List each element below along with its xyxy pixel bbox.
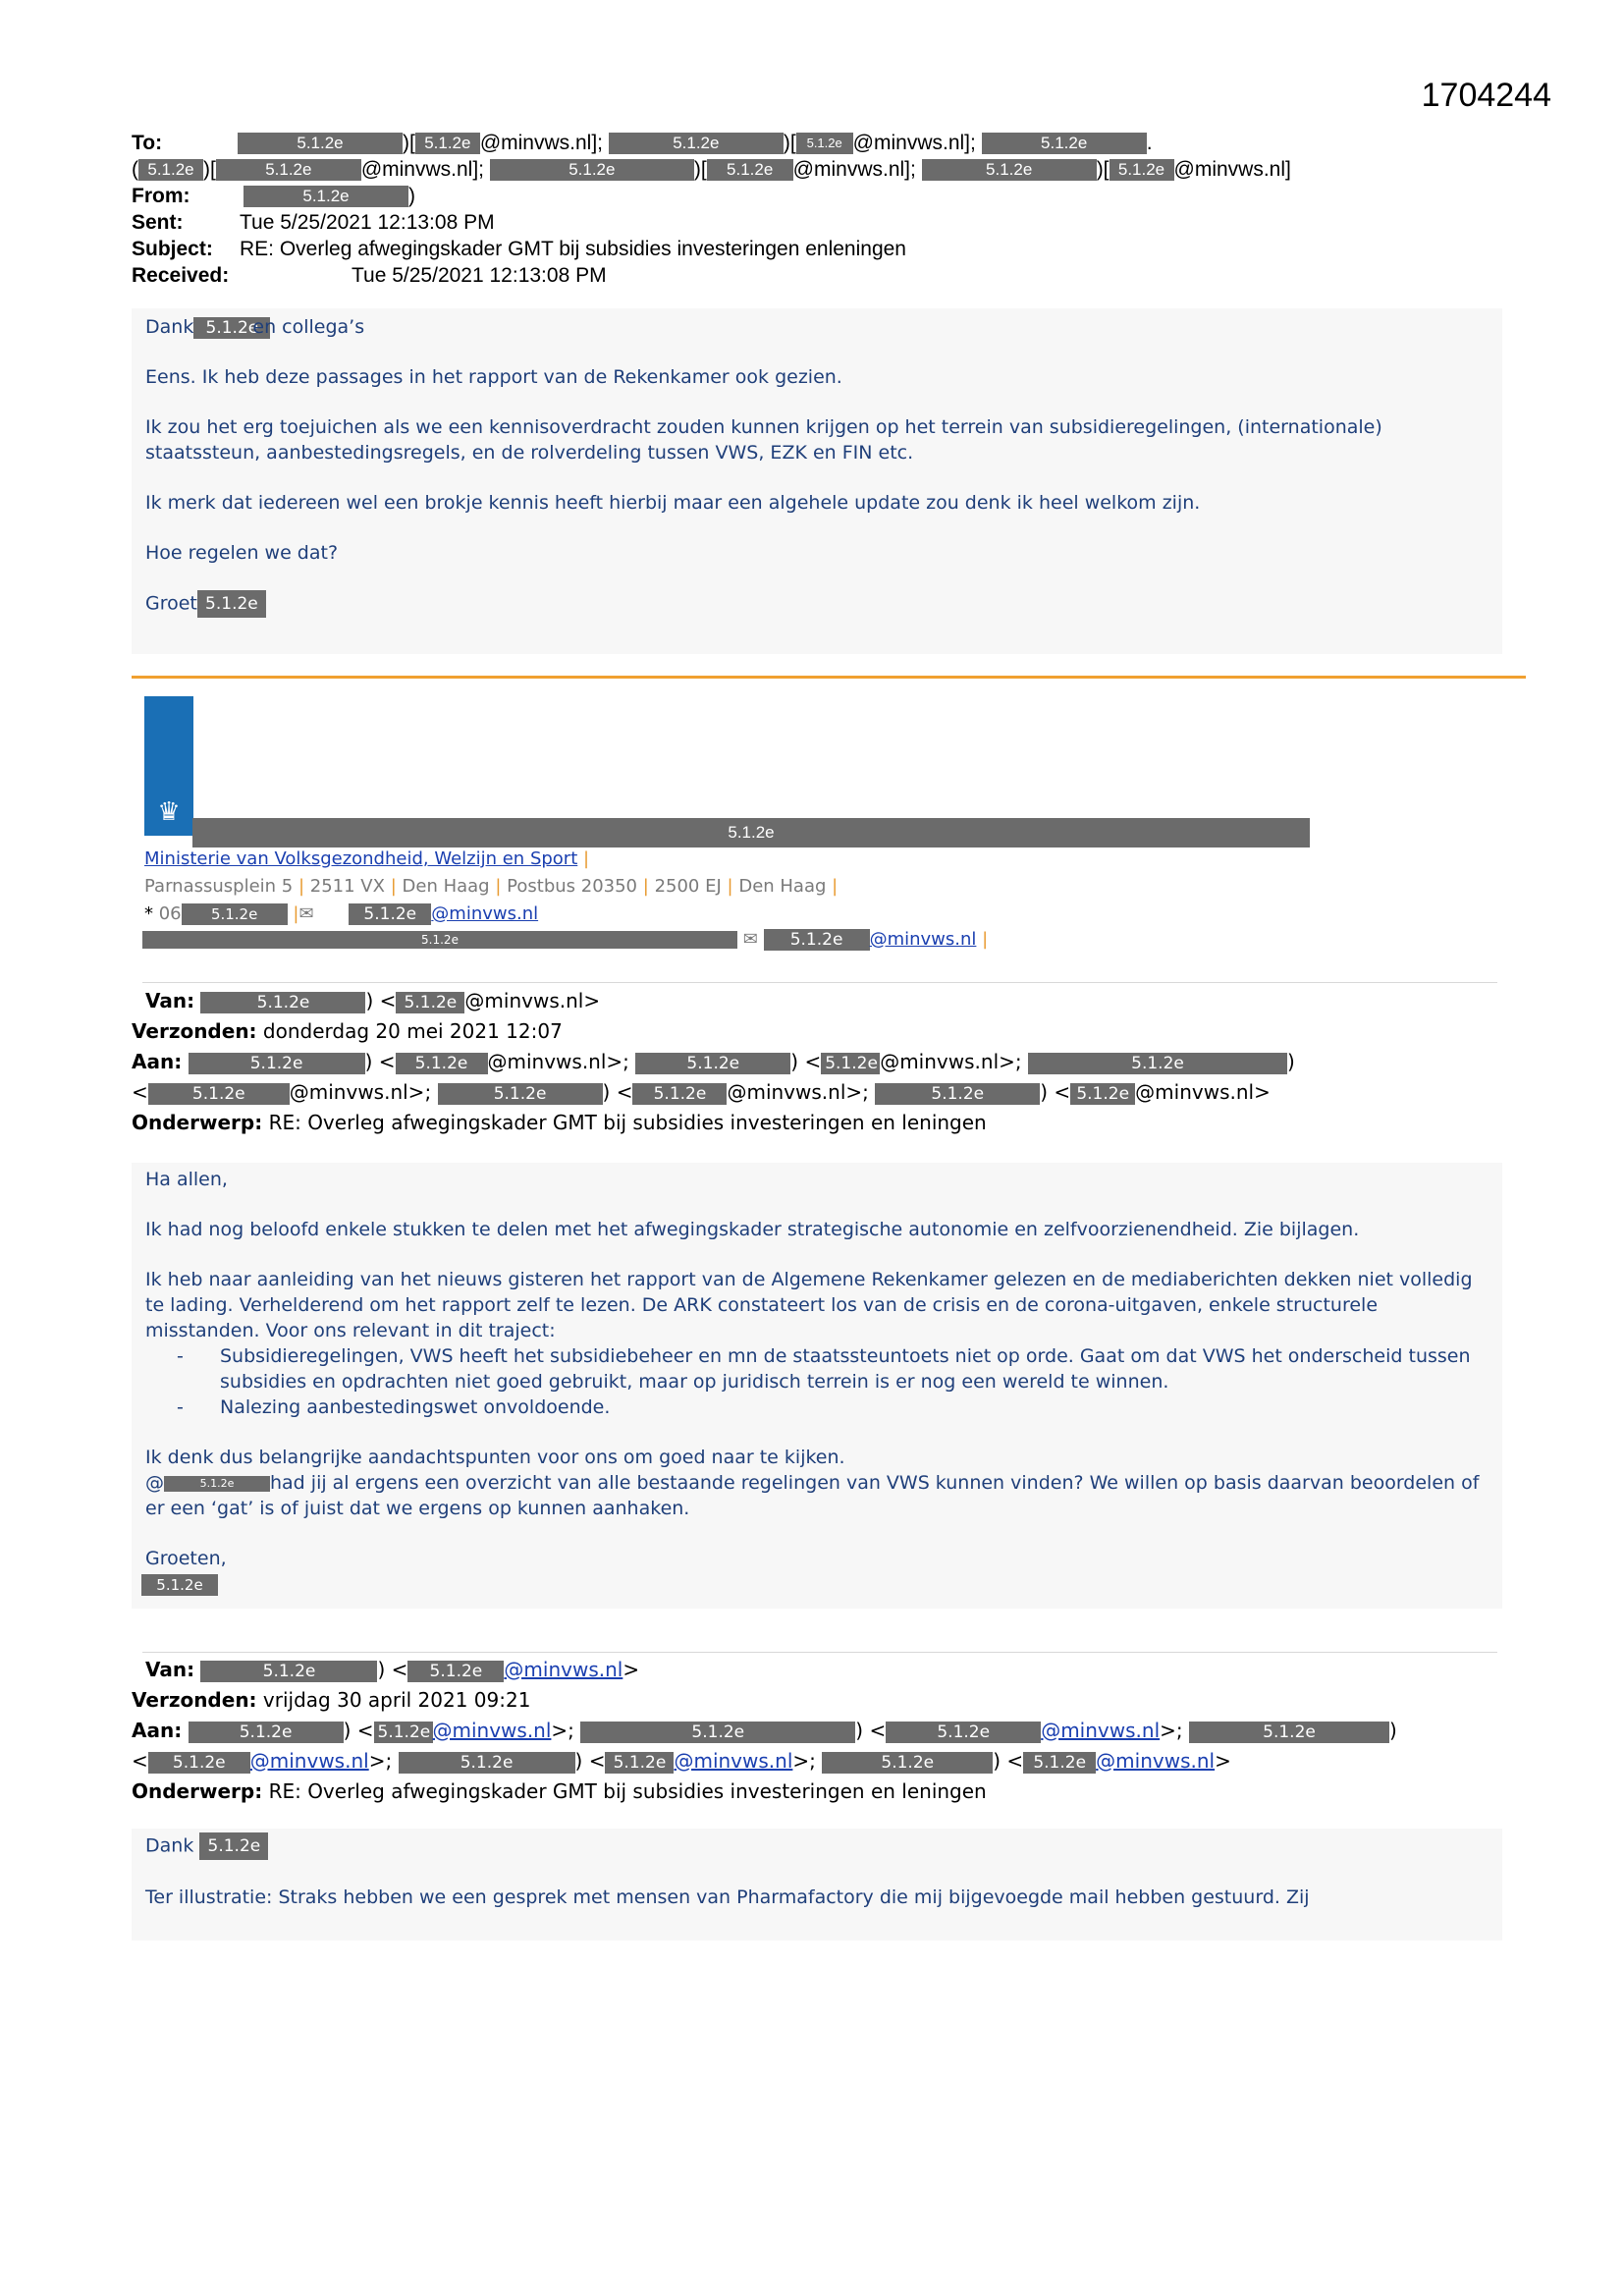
redaction: 5.1.2e	[707, 159, 793, 181]
from-row: From: 5.1.2e )	[132, 185, 415, 207]
onderwerp-label: Onderwerp:	[132, 1779, 263, 1803]
onderwerp-label: Onderwerp:	[132, 1111, 263, 1134]
email-domain: @minvws.nl];	[852, 132, 976, 154]
redaction: 5.1.2e	[182, 903, 288, 925]
redaction: 5.1.2e	[632, 1083, 727, 1105]
email-domain: @minvws.nl];	[792, 158, 916, 181]
email-link[interactable]: @minvws.nl	[1096, 1749, 1216, 1773]
email1-header	[132, 130, 1502, 289]
redaction: 5.1.2e	[821, 1053, 880, 1074]
paragraph: Ik had nog beloofd enkele stukken te delen met het afwegingskader strategische autonomie en zelfvoorzienendheid. Zie bijlagen.	[145, 1219, 1360, 1240]
redaction: 5.1.2e	[1028, 1053, 1287, 1074]
aan-row-2: < 5.1.2e @minvws.nl>; 5.1.2e ) < 5.1.2e @minvws.nl>; 5.1.2e ) < 5.1.2e @minvws.nl>	[132, 1080, 1271, 1104]
mail-icon: ✉	[742, 929, 758, 950]
email-link[interactable]: @minvws.nl	[1041, 1719, 1161, 1742]
signature-address: Parnassusplein 5 | 2511 VX | Den Haag | Postbus 20350 | 2500 EJ | Den Haag |	[144, 876, 839, 897]
email-domain: @minvws.nl]	[1173, 158, 1291, 181]
greeting-rest: en collega’s	[252, 316, 365, 338]
subject-value: RE: Overleg afwegingskader GMT bij subsidies investeringen enleningen	[240, 238, 906, 260]
email-domain: @minvws.nl>	[464, 989, 601, 1012]
address-part: 2511 VX	[309, 876, 385, 897]
redaction: 5.1.2e	[349, 903, 431, 925]
paragraph: had jij al ergens een overzicht van alle bestaande regelingen van VWS kunnen vinden? We willen op basis daarvan beoordelen of er een ‘gat’ is of juist dat we ergens op kunnen aanhaken.	[145, 1472, 1480, 1519]
signoff: Groeten,	[145, 1548, 227, 1569]
greeting: Dank	[145, 316, 194, 338]
redaction: 5.1.2e	[200, 992, 365, 1013]
redaction: 5.1.2e	[164, 1476, 270, 1492]
redaction: 5.1.2e	[197, 590, 266, 618]
sent-row	[132, 209, 1502, 236]
email-link[interactable]: @minvws.nl	[869, 929, 977, 950]
paragraph: Ik heb naar aanleiding van het nieuws gisteren het rapport van de Algemene Rekenkamer gelezen en de mediaberichten dekken niet volledig te lading. Verhelderend om het rapport zelf te lezen. De ARK constateert los van de crisis en de corona-uitgaven, enkele structurele misstanden. Voor ons relevant in dit traject:	[145, 1269, 1473, 1341]
redaction: 5.1.2e	[796, 133, 853, 154]
redaction: 5.1.2e	[138, 159, 203, 181]
list-item: - Subsidieregelingen, VWS heeft het subsidiebeheer en mn de staatssteuntoets niet op orde. Gaat om dat VWS het onderscheid tussen subsidies en opdrachten niet goed gebruikt, maar op juridisch terrein is er nog een wereld te winnen.	[177, 1343, 1489, 1394]
redaction: 5.1.2e	[142, 931, 737, 949]
redaction: 5.1.2e	[1189, 1722, 1389, 1743]
email-domain: @minvws.nl];	[360, 158, 484, 181]
redaction: 5.1.2e	[189, 1722, 344, 1743]
onderwerp-value: RE: Overleg afwegingskader GMT bij subsidies investeringen en leningen	[268, 1779, 987, 1803]
greeting: Ha allen,	[145, 1169, 228, 1190]
signoff: Groet	[145, 592, 197, 615]
address-part: 2500 EJ	[654, 876, 722, 897]
subject-label: Subject:	[132, 238, 213, 260]
phone-prefix: 06	[158, 903, 182, 924]
to-row: To: 5.1.2e )[ 5.1.2e @minvws.nl]; 5.1.2e )[ 5.1.2e @minvws.nl]; 5.1.2e .	[132, 132, 1153, 154]
paragraph: Hoe regelen we dat?	[145, 542, 339, 564]
email-link[interactable]: @minvws.nl	[504, 1658, 623, 1681]
paragraph: Ik denk dus belangrijke aandachtspunten voor ons om goed naar te kijken.	[145, 1447, 845, 1468]
email-link[interactable]: @minvws.nl	[432, 1719, 552, 1742]
bullet-list	[177, 1343, 1489, 1420]
redaction: 5.1.2e	[982, 133, 1147, 154]
redaction: 5.1.2e	[192, 818, 1310, 847]
onderwerp-value: RE: Overleg afwegingskader GMT bij subsidies investeringen en leningen	[268, 1111, 987, 1134]
redaction: 5.1.2e	[609, 133, 784, 154]
redaction: 5.1.2e	[216, 159, 361, 181]
received-value: Tue 5/25/2021 12:13:08 PM	[352, 264, 607, 287]
divider	[142, 1652, 1497, 1653]
redaction: 5.1.2e	[1110, 159, 1174, 181]
email-domain: @minvws.nl];	[479, 132, 603, 154]
onderwerp-row	[132, 1108, 1502, 1138]
sent-value: Tue 5/25/2021 12:13:08 PM	[240, 211, 495, 234]
email-domain: @minvws.nl>;	[289, 1080, 432, 1104]
aan-label: Aan:	[132, 1719, 183, 1742]
redaction: 5.1.2e	[438, 1083, 603, 1105]
crest-icon: ♛	[157, 796, 181, 826]
redaction: 5.1.2e	[605, 1752, 674, 1774]
list-item: - Nalezing aanbestedingswet onvoldoende.	[177, 1394, 1489, 1420]
address-part: Den Haag	[738, 876, 827, 897]
redaction: 5.1.2e	[407, 1661, 504, 1682]
email-link[interactable]: @minvws.nl	[674, 1749, 793, 1773]
van-label: Van:	[145, 989, 195, 1012]
verzonden-value: vrijdag 30 april 2021 09:21	[262, 1688, 531, 1712]
redaction: 5.1.2e	[200, 1661, 377, 1682]
signature-contact-2: 5.1.2e ✉ 5.1.2e @minvws.nl |	[142, 929, 988, 951]
sent-label: Sent:	[132, 211, 184, 234]
redaction: 5.1.2e	[374, 1722, 433, 1743]
redaction: 5.1.2e	[875, 1083, 1040, 1105]
to-label: To:	[132, 132, 163, 154]
subject-row	[132, 236, 1502, 262]
separator-line	[132, 676, 1526, 679]
paragraph: Ik zou het erg toejuichen als we een kennisoverdracht zouden kunnen krijgen op het terrein van subsidieregelingen, (internationale) staatssteun, aanbestedingsregels, en de rolverdeling tussen VWS, EZK en FIN etc.	[145, 416, 1382, 464]
aan-row: Aan: 5.1.2e ) < 5.1.2e @minvws.nl>; 5.1.2e ) < 5.1.2e @minvws.nl>; 5.1.2e )	[132, 1719, 1397, 1742]
van-row: Van: 5.1.2e ) < 5.1.2e @minvws.nl>	[145, 989, 601, 1012]
email-link[interactable]: @minvws.nl	[431, 903, 539, 924]
redaction: 5.1.2e	[415, 133, 480, 154]
address-part: Parnassusplein 5	[144, 876, 294, 897]
to-row-2: ( 5.1.2e )[ 5.1.2e @minvws.nl]; 5.1.2e )[ 5.1.2e @minvws.nl]; 5.1.2e )[ 5.1.2e @minvws.nl]	[132, 158, 1291, 181]
redaction: 5.1.2e	[922, 159, 1097, 181]
verzonden-row	[132, 1016, 1502, 1047]
signature-contact: * 06 5.1.2e |✉ 5.1.2e @minvws.nl	[144, 903, 539, 924]
email1-body	[132, 308, 1502, 654]
email-domain: @minvws.nl>;	[880, 1050, 1022, 1073]
redaction: 5.1.2e	[635, 1053, 790, 1074]
redaction: 5.1.2e	[193, 317, 270, 339]
redaction: 5.1.2e	[396, 992, 464, 1013]
ministry-logo	[144, 696, 193, 836]
redaction: 5.1.2e	[399, 1752, 575, 1774]
paragraph: Ik merk dat iedereen wel een brokje kennis heeft hierbij maar een algehele update zou denk ik heel welkom zijn.	[145, 492, 1201, 514]
email-link[interactable]: @minvws.nl	[249, 1749, 369, 1773]
redaction: 5.1.2e	[238, 133, 403, 154]
redaction: 5.1.2e	[189, 1053, 365, 1074]
email2-header	[132, 986, 1502, 1138]
email2-body	[132, 1163, 1502, 1609]
redaction: 5.1.2e	[1070, 1083, 1135, 1105]
redaction: 5.1.2e	[764, 929, 870, 951]
verzonden-label: Verzonden:	[132, 1019, 257, 1043]
paragraph: Eens. Ik heb deze passages in het rapport van de Rekenkamer ook gezien.	[145, 366, 842, 388]
verzonden-label: Verzonden:	[132, 1688, 257, 1712]
mention: @	[145, 1472, 164, 1494]
paragraph: Ter illustratie: Straks hebben we een gesprek met mensen van Pharmafactory die mij bijgevoegde mail hebben gestuurd. Zij	[145, 1886, 1310, 1908]
ministry-link[interactable]: Ministerie van Volksgezondheid, Welzijn en Sport	[144, 848, 578, 869]
redaction: 5.1.2e	[396, 1053, 488, 1074]
redaction: 5.1.2e	[580, 1722, 855, 1743]
redaction: 5.1.2e	[1023, 1752, 1096, 1774]
received-label: Received:	[132, 264, 230, 287]
van-row: Van: 5.1.2e ) < 5.1.2e @minvws.nl>	[145, 1658, 640, 1681]
aan-label: Aan:	[132, 1050, 183, 1073]
greeting: Dank	[145, 1834, 194, 1857]
onderwerp-row	[132, 1777, 1502, 1807]
address-part: Postbus 20350	[507, 876, 638, 897]
verzonden-row	[132, 1685, 1502, 1716]
divider	[142, 982, 1497, 983]
redaction: 5.1.2e	[141, 1574, 218, 1596]
signature-ministry-row: Ministerie van Volksgezondheid, Welzijn en Sport |	[144, 848, 590, 869]
aan-row: Aan: 5.1.2e ) < 5.1.2e @minvws.nl>; 5.1.2e ) < 5.1.2e @minvws.nl>; 5.1.2e )	[132, 1050, 1295, 1073]
mail-icon: ✉	[298, 903, 314, 924]
redaction: 5.1.2e	[148, 1083, 290, 1105]
redaction: 5.1.2e	[244, 186, 408, 207]
verzonden-value: donderdag 20 mei 2021 12:07	[262, 1019, 563, 1043]
address-part: Den Haag	[402, 876, 490, 897]
email3-body	[132, 1829, 1502, 1941]
redaction: 5.1.2e	[148, 1752, 250, 1774]
email-domain: @minvws.nl>	[1135, 1080, 1271, 1104]
redaction: 5.1.2e	[490, 159, 694, 181]
redaction: 5.1.2e	[886, 1722, 1041, 1743]
from-label: From:	[132, 185, 190, 207]
van-label: Van:	[145, 1658, 195, 1681]
email-domain: @minvws.nl>;	[487, 1050, 629, 1073]
received-row	[132, 262, 1502, 289]
aan-row-2: < 5.1.2e @minvws.nl>; 5.1.2e ) < 5.1.2e @minvws.nl>; 5.1.2e ) < 5.1.2e @minvws.nl>	[132, 1749, 1231, 1773]
redaction: 5.1.2e	[199, 1832, 268, 1860]
email3-header	[132, 1655, 1502, 1807]
phone-icon: *	[144, 903, 153, 924]
email-domain: @minvws.nl>;	[727, 1080, 869, 1104]
document-number: 1704244	[1421, 77, 1551, 114]
redaction: 5.1.2e	[822, 1752, 993, 1774]
